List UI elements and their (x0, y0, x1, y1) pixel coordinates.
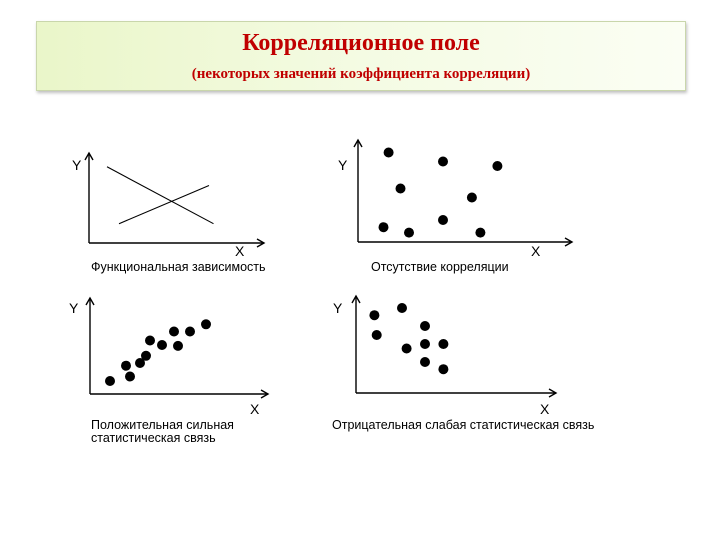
positive-strong-point (121, 361, 131, 371)
no-correlation-point (404, 228, 414, 238)
negative-weak-point (372, 330, 382, 340)
no-correlation-point (379, 222, 389, 232)
negative-weak-point (397, 303, 407, 313)
negative-weak-point (369, 310, 379, 320)
no-correlation-point (438, 157, 448, 167)
negative-weak-point (402, 344, 412, 354)
slide-subtitle: (некоторых значений коэффициента корреляции) (191, 66, 531, 82)
slide-title: Корреляционное поле (242, 30, 480, 56)
no-correlation-point (475, 228, 485, 238)
functional-y-label: Y (72, 157, 82, 173)
positive-strong-point (105, 376, 115, 386)
functional-x-label: X (235, 243, 245, 259)
no-correlation-y-label: Y (338, 157, 348, 173)
no-correlation-point (384, 148, 394, 158)
positive-strong-point (157, 340, 167, 350)
positive-strong-point (145, 336, 155, 346)
positive-strong-point (185, 327, 195, 337)
no-correlation-point (492, 161, 502, 171)
negative-weak-point (438, 364, 448, 374)
positive-strong-y-label: Y (69, 300, 79, 316)
no-correlation-point (396, 184, 406, 194)
positive-strong-caption-line: статистическая связь (91, 431, 216, 445)
no-correlation-x-label: X (531, 243, 541, 259)
negative-weak-x-label: X (540, 401, 550, 417)
negative-weak-point (420, 321, 430, 331)
negative-weak-point (420, 357, 430, 367)
negative-weak-y-label: Y (333, 300, 343, 316)
no-correlation-caption-line: Отсутствие корреляции (371, 260, 509, 274)
positive-strong-point (125, 372, 135, 382)
no-correlation-point (438, 215, 448, 225)
negative-weak-point (420, 339, 430, 349)
positive-strong-caption-line: Положительная сильная (91, 418, 234, 432)
negative-weak-point (438, 339, 448, 349)
positive-strong-point (173, 341, 183, 351)
negative-weak-caption-line: Отрицательная слабая статистическая связь (332, 418, 595, 432)
functional-line-decreasing (107, 167, 214, 224)
functional-line-increasing (119, 185, 209, 223)
positive-strong-point (201, 319, 211, 329)
positive-strong-x-label: X (250, 401, 260, 417)
functional-caption-line: Функциональная зависимость (91, 260, 266, 274)
no-correlation-point (467, 193, 477, 203)
positive-strong-point (141, 351, 151, 361)
positive-strong-point (169, 327, 179, 337)
